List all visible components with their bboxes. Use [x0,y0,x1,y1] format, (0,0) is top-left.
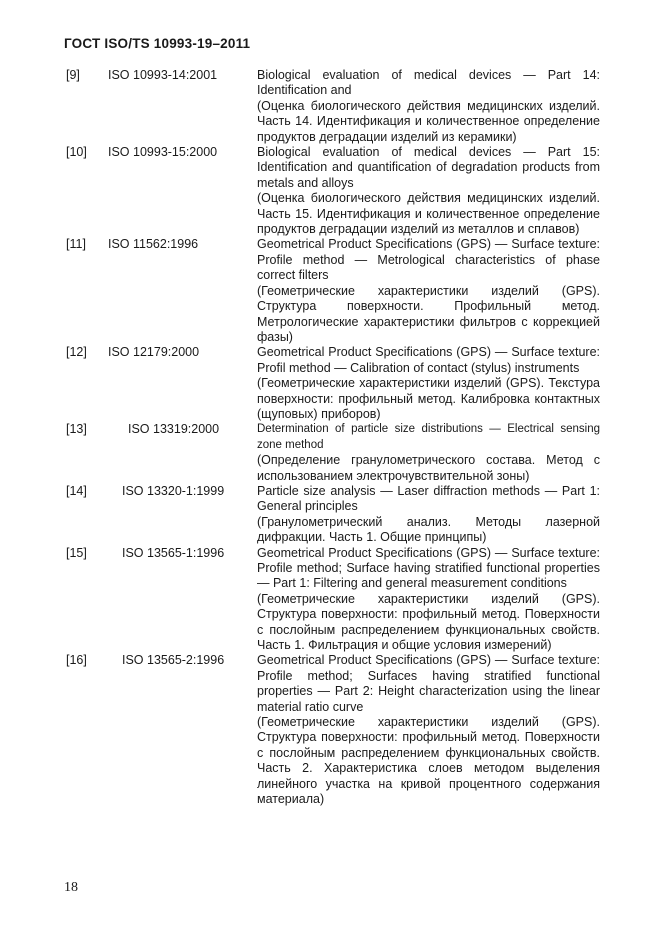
reference-code: ISO 12179:2000 [108,345,200,360]
reference-number: [10] [66,145,87,160]
reference-entry [0,145,661,237]
reference-code: ISO 10993-15:2000 [108,145,218,160]
reference-title-ru: (Геометрические характеристики изделий (GPS). Текстура поверхности: профильный метод. Калибровка контактных (щуповых) приборов) [257,376,600,421]
reference-title-en: Particle size analysis — Laser diffraction methods — Part 1: General principles [257,483,600,514]
reference-number: [9] [66,68,80,82]
reference-title-en: Biological evaluation of medical devices — Part 15: Identification and quantification of degradation products from metals and alloys [257,145,600,190]
reference-number: [13] [66,422,87,437]
reference-title-ru: (Геометрические характеристики изделий (GPS). Структура поверхности. Профильный метод. Метрологические характеристики фильтров с коррекцией фазы) [257,283,600,344]
reference-title-ru: (Геометрические характеристики изделий (GPS). Структура поверхности: профильный метод. Поверхности с послойным распределением функциональных свойств. Часть 2. Характеристика слоев методом выделения линейного участка на кривой процентного содержания материала) [257,715,600,807]
reference-text [257,653,600,807]
reference-title-ru: (Оценка биологического действия медицинских изделий. Часть 14. Идентификация и количественное определение продуктов деградации изделий из керамики) [257,98,600,144]
reference-title-en: Biological evaluation of medical devices — Part 14: Identification and [257,68,600,98]
reference-text [257,145,600,237]
reference-title-ru: (Геометрические характеристики изделий (GPS). Структура поверхности: профильный метод. Поверхности с послойным распределением функциональных свойств. Часть 1. Фильтрация и общие условия измерений) [257,591,600,653]
reference-title-en: Geometrical Product Specifications (GPS) — Surface texture: Profile method — Metrological characteristics of phase correct filters [257,237,600,283]
document-header: ГОСТ ISO/TS 10993-19–2011 [64,36,251,51]
reference-code: ISO 13565-1:1996 [122,545,225,560]
page-number: 18 [64,880,78,895]
reference-entry [0,546,661,654]
reference-list [0,68,661,808]
reference-number: [14] [66,483,87,498]
reference-code: ISO 13320-1:1999 [122,483,225,498]
reference-text [257,422,600,484]
reference-entry [0,653,661,807]
reference-entry [0,345,661,422]
reference-entry [0,484,661,546]
reference-code: ISO 11562:1996 [108,237,199,252]
reference-title-en: Geometrical Product Specifications (GPS) — Surface texture: Profil method — Calibration of contact (stylus) instruments [257,345,600,375]
reference-title-ru: (Гранулометрический анализ. Методы лазерной дифракции. Часть 1. Общие принципы) [257,514,600,545]
reference-number: [11] [66,237,86,252]
reference-number: [16] [66,653,87,668]
reference-title-en: Geometrical Product Specifications (GPS) — Surface texture: Profile method; Surface having stratified functional properties — Part 1: Filtering and general measurement conditions [257,545,600,591]
reference-entry [0,68,661,145]
reference-text [257,237,600,345]
reference-number: [12] [66,345,87,360]
reference-title-ru: (Оценка биологического действия медицинских изделий. Часть 15. Идентификация и количественное определение продуктов деградации изделий из металлов и сплавов) [257,191,600,237]
reference-title-ru: (Определение гранулометрического состава. Метод с использованием электрочувствительной зоны) [257,453,600,483]
reference-title-en: Geometrical Product Specifications (GPS) — Surface texture: Profile method; Surfaces having stratified functional properties — Part 2: Height characterization using the linear material ratio curve [257,653,600,714]
reference-text [257,68,600,145]
reference-entry [0,237,661,345]
reference-text [257,484,600,546]
reference-text [257,345,600,422]
reference-text [257,546,600,654]
reference-title-en: Determination of particle size distributions — Electrical sensing zone method [257,423,600,451]
reference-code: ISO 10993-14:2001 [108,68,218,82]
reference-code: ISO 13565-2:1996 [122,653,225,668]
reference-code: ISO 13319:2000 [128,422,220,437]
reference-number: [15] [66,545,87,560]
reference-entry [0,422,661,484]
